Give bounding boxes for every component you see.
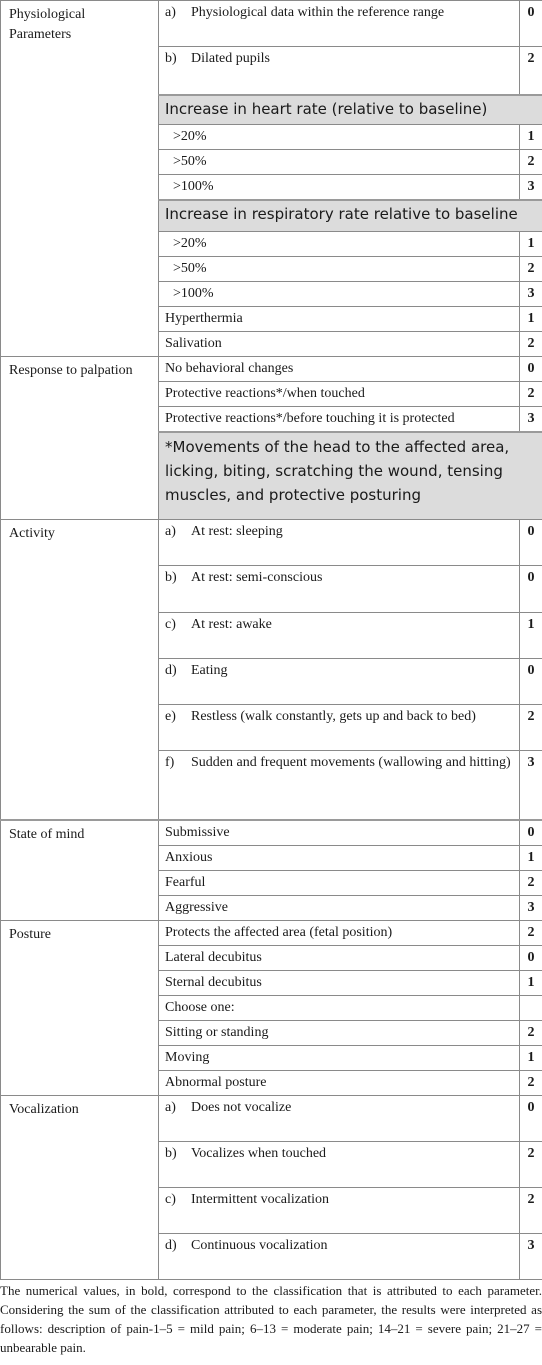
score-cell: 2 xyxy=(520,47,542,95)
score-cell: 0 xyxy=(520,1095,542,1141)
criterion-cell: Fearful xyxy=(159,870,520,895)
score-cell: 2 xyxy=(520,1020,542,1045)
table-row xyxy=(1,356,542,381)
table-row xyxy=(1,820,542,846)
score-cell: 0 xyxy=(520,356,542,381)
score-cell: 2 xyxy=(520,1141,542,1187)
criterion-cell: b) Dilated pupils xyxy=(159,47,520,95)
score-cell: 2 xyxy=(520,256,542,281)
criterion-cell: No behavioral changes xyxy=(159,356,520,381)
criterion-cell: e) Restless (walk constantly, gets up and back to bed) xyxy=(159,705,520,751)
criterion-cell: >50% xyxy=(159,150,520,175)
criterion-cell: Hyperthermia xyxy=(159,306,520,331)
criterion-cell: c) Intermittent vocalization xyxy=(159,1187,520,1233)
score-cell: 3 xyxy=(520,281,542,306)
score-cell xyxy=(520,995,542,1020)
criterion-cell: Sitting or standing xyxy=(159,1020,520,1045)
score-cell: 2 xyxy=(520,331,542,356)
criterion-cell: a) Does not vocalize xyxy=(159,1095,520,1141)
score-cell: 1 xyxy=(520,845,542,870)
table-row xyxy=(1,520,542,566)
score-cell: 3 xyxy=(520,751,542,820)
criterion-cell: >50% xyxy=(159,256,520,281)
param-palpation: Response to palpation xyxy=(1,356,159,520)
score-cell: 1 xyxy=(520,306,542,331)
score-cell: 1 xyxy=(520,970,542,995)
criterion-cell: >100% xyxy=(159,281,520,306)
criterion-cell: Moving xyxy=(159,1045,520,1070)
score-cell: 2 xyxy=(520,705,542,751)
criterion-cell: Abnormal posture xyxy=(159,1070,520,1095)
score-cell: 1 xyxy=(520,1045,542,1070)
protective-reactions-note: *Movements of the head to the affected area, licking, biting, scratching the wound, tensing muscles, and protective posturing xyxy=(159,432,542,520)
score-cell: 0 xyxy=(520,945,542,970)
criterion-cell: b) Vocalizes when touched xyxy=(159,1141,520,1187)
criterion-cell: >20% xyxy=(159,231,520,256)
criterion-cell: Aggressive xyxy=(159,895,520,920)
criterion-cell: a) At rest: sleeping xyxy=(159,520,520,566)
score-cell: 2 xyxy=(520,870,542,895)
respiratory-rate-header: Increase in respiratory rate relative to baseline xyxy=(159,200,542,231)
criterion-cell: c) At rest: awake xyxy=(159,613,520,659)
criterion-cell: >100% xyxy=(159,175,520,201)
score-cell: 2 xyxy=(520,381,542,406)
score-cell: 0 xyxy=(520,659,542,705)
score-cell: 3 xyxy=(520,406,542,432)
score-cell: 1 xyxy=(520,613,542,659)
param-posture: Posture xyxy=(1,920,159,1095)
table-row xyxy=(1,1095,542,1141)
heart-rate-header: Increase in heart rate (relative to baseline) xyxy=(159,95,542,125)
criterion-cell: Sternal decubitus xyxy=(159,970,520,995)
score-cell: 1 xyxy=(520,231,542,256)
criterion-cell: Choose one: xyxy=(159,995,520,1020)
table-row xyxy=(1,920,542,945)
criterion-cell: d) Eating xyxy=(159,659,520,705)
score-cell: 2 xyxy=(520,920,542,945)
score-cell: 2 xyxy=(520,150,542,175)
criterion-cell: b) At rest: semi-conscious xyxy=(159,566,520,613)
criterion-cell: Protects the affected area (fetal position) xyxy=(159,920,520,945)
score-cell: 0 xyxy=(520,820,542,846)
score-cell: 3 xyxy=(520,895,542,920)
criterion-cell: Salivation xyxy=(159,331,520,356)
criterion-cell: Anxious xyxy=(159,845,520,870)
score-cell: 2 xyxy=(520,1187,542,1233)
criterion-cell: Protective reactions*/when touched xyxy=(159,381,520,406)
criterion-cell: Lateral decubitus xyxy=(159,945,520,970)
score-cell: 3 xyxy=(520,175,542,201)
criterion-cell: Submissive xyxy=(159,820,520,846)
score-cell: 0 xyxy=(520,520,542,566)
criterion-cell: a) Physiological data within the reference range xyxy=(159,1,520,47)
criterion-cell: d) Continuous vocalization xyxy=(159,1233,520,1279)
param-vocalization: Vocalization xyxy=(1,1095,159,1279)
criterion-cell: Protective reactions*/before touching it is protected xyxy=(159,406,520,432)
param-state-of-mind: State of mind xyxy=(1,820,159,921)
score-cell: 0 xyxy=(520,566,542,613)
score-cell: 1 xyxy=(520,125,542,150)
table-row xyxy=(1,1,542,47)
param-activity: Activity xyxy=(1,520,159,820)
criterion-cell: >20% xyxy=(159,125,520,150)
param-physiological: Physiological Parameters xyxy=(1,1,159,357)
score-cell: 3 xyxy=(520,1233,542,1279)
score-cell: 2 xyxy=(520,1070,542,1095)
criterion-cell: f) Sudden and frequent movements (wallowing and hitting) xyxy=(159,751,520,820)
score-cell: 0 xyxy=(520,1,542,47)
table-footnote: The numerical values, in bold, correspond to the classification that is attributed to each parameter. Considering the sum of the classification attributed to each parameter, the results were interpreted as follows: description of pain-1–5 = mild pain; 6–13 = moderate pain; 14–21 = severe pain; 21–27 = unbearable pain. xyxy=(0,1283,542,1355)
